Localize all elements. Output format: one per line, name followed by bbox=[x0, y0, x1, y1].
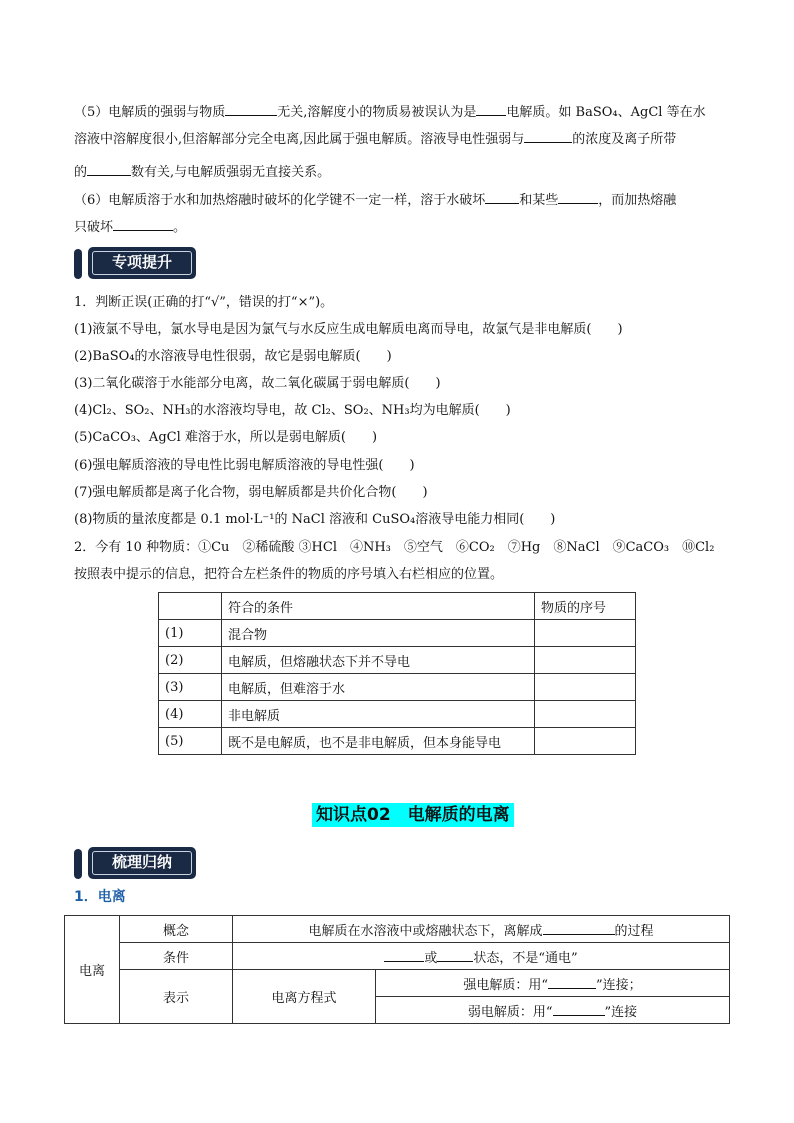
para5-line1 bbox=[74, 101, 720, 123]
blank bbox=[384, 947, 424, 962]
text: ，而加热熔融 bbox=[598, 193, 677, 208]
q1-item: (7)强电解质都是离子化合物，弱电解质都是共价化合物( ) bbox=[74, 485, 428, 500]
blank bbox=[553, 1001, 605, 1016]
table-row bbox=[159, 674, 636, 701]
text: 电解质在水溶液中或熔融状态下，离解成 bbox=[308, 923, 543, 939]
text: 溶液中溶解度很小,但溶解部分完全电离,因此属于强电解质。溶液导电性强弱与 bbox=[74, 132, 525, 147]
blank bbox=[485, 189, 519, 204]
table-cell bbox=[535, 620, 636, 647]
table-header-cell: 物质的序号 bbox=[535, 593, 636, 620]
table-cell: 既不是电解质，也不是非电解质，但本身能导电 bbox=[222, 728, 535, 755]
table-row bbox=[65, 970, 730, 997]
table-cell: (4) bbox=[159, 701, 222, 728]
blank bbox=[548, 974, 596, 989]
table-cell bbox=[535, 728, 636, 755]
table-cell: 混合物 bbox=[222, 620, 535, 647]
q2-line2: 按照表中提示的信息，把符合左栏条件的物质的序号填入右栏相应的位置。 bbox=[74, 567, 504, 582]
q2-line1: 2．今有 10 种物质：①Cu ②稀硫酸 ③HCl ④NH₃ ⑤空气 ⑥CO₂ ⑦Hg ⑧NaCl ⑨CaCO₃ ⑩Cl₂ bbox=[74, 540, 715, 555]
table-cell: (3) bbox=[159, 674, 222, 701]
badge-box bbox=[88, 247, 196, 279]
text: （5）电解质的强弱与物质 bbox=[74, 105, 226, 120]
para6-line2 bbox=[74, 216, 720, 238]
text: 弱电解质：用“ bbox=[467, 1004, 553, 1020]
text: （6）电解质溶于水和加热熔融时破坏的化学键不一定一样，溶于水破坏 bbox=[74, 193, 486, 208]
table-row bbox=[65, 943, 730, 970]
table-cell bbox=[535, 647, 636, 674]
text: 的过程 bbox=[614, 923, 654, 939]
table-cell: (5) bbox=[159, 728, 222, 755]
q1-title: 1．判断正误(正确的打“√”，错误的打“×”)。 bbox=[74, 295, 334, 310]
para5-line3 bbox=[74, 161, 720, 183]
text: 电解质。如 BaSO₄、AgCl 等在水 bbox=[506, 105, 706, 120]
text: 和某些 bbox=[519, 193, 559, 208]
blank bbox=[225, 101, 277, 116]
text: 的 bbox=[74, 165, 88, 180]
blank bbox=[543, 920, 615, 935]
table-cell-label: 条件 bbox=[120, 943, 233, 970]
table-row bbox=[65, 916, 730, 943]
text: 或 bbox=[424, 950, 438, 966]
table-cell-left: 电离 bbox=[65, 916, 120, 1024]
table-row bbox=[159, 620, 636, 647]
section-title-ionization: 1．电离 bbox=[74, 889, 126, 905]
section-badge-summary bbox=[74, 847, 198, 881]
text: ”连接； bbox=[596, 977, 642, 993]
table-cell: (1) bbox=[159, 620, 222, 647]
table-row bbox=[159, 728, 636, 755]
table-cell bbox=[535, 674, 636, 701]
text: ”连接 bbox=[604, 1004, 638, 1020]
q2-table bbox=[158, 592, 636, 755]
table-row bbox=[159, 647, 636, 674]
blank bbox=[524, 128, 572, 143]
table-cell-condition bbox=[233, 943, 730, 970]
knowledge-heading: 知识点02 电解质的电离 bbox=[312, 803, 514, 827]
badge-box bbox=[88, 847, 196, 879]
text: 。 bbox=[173, 220, 187, 235]
table-cell-concept bbox=[233, 916, 730, 943]
table-cell: 非电解质 bbox=[222, 701, 535, 728]
q1-item: (5)CaCO₃、AgCl 难溶于水，所以是弱电解质( ) bbox=[74, 430, 378, 445]
badge-label: 专项提升 bbox=[92, 251, 192, 275]
q1-item: (1)液氯不导电，氯水导电是因为氯气与水反应生成电解质电离而导电，故氯气是非电解质( ) bbox=[74, 322, 623, 337]
q1-item: (4)Cl₂、SO₂、NH₃的水溶液均导电，故 Cl₂、SO₂、NH₃均为电解质( ) bbox=[74, 403, 511, 418]
table-cell bbox=[535, 701, 636, 728]
para5-line2 bbox=[74, 128, 720, 150]
text: 状态，不是“通电” bbox=[473, 950, 578, 966]
table-cell: 电解质，但难溶于水 bbox=[222, 674, 535, 701]
table-cell: (2) bbox=[159, 647, 222, 674]
q1-item: (2)BaSO₄的水溶液导电性很弱，故它是弱电解质( ) bbox=[74, 349, 392, 364]
q1-item: (8)物质的量浓度都是 0.1 mol·L⁻¹的 NaCl 溶液和 CuSO₄溶液导电能力相同( ) bbox=[74, 512, 556, 527]
q1-item: (6)强电解质溶液的导电性比弱电解质溶液的导电性强( ) bbox=[74, 458, 415, 473]
table-cell-label: 概念 bbox=[120, 916, 233, 943]
blank bbox=[113, 216, 173, 231]
table-header-cell: 符合的条件 bbox=[222, 593, 535, 620]
badge-label: 梳理归纳 bbox=[92, 851, 192, 875]
table-cell-weak bbox=[376, 997, 730, 1024]
table-cell: 电解质，但熔融状态下并不导电 bbox=[222, 647, 535, 674]
blank bbox=[476, 101, 506, 116]
text: 的浓度及离子所带 bbox=[572, 132, 677, 147]
table-header-row bbox=[159, 593, 636, 620]
text: 无关,溶解度小的物质易被误认为是 bbox=[277, 105, 477, 120]
q1-item: (3)二氧化碳溶于水能部分电离，故二氧化碳属于弱电解质( ) bbox=[74, 376, 441, 391]
table-header-cell bbox=[159, 593, 222, 620]
text: 只破坏 bbox=[74, 220, 114, 235]
badge-bar bbox=[74, 249, 82, 279]
para6-line1 bbox=[74, 189, 720, 211]
blank bbox=[558, 189, 598, 204]
section-badge-special bbox=[74, 247, 198, 281]
table-cell-equation: 电离方程式 bbox=[233, 970, 376, 1024]
blank bbox=[437, 947, 473, 962]
text: 数有关,与电解质强弱无直接关系。 bbox=[131, 165, 331, 180]
table-row bbox=[159, 701, 636, 728]
ionization-table bbox=[64, 915, 730, 1024]
table-cell-strong bbox=[376, 970, 730, 997]
blank bbox=[87, 161, 131, 176]
text: 强电解质：用“ bbox=[463, 977, 548, 993]
table-cell-label: 表示 bbox=[120, 970, 233, 1024]
badge-bar bbox=[74, 849, 82, 879]
